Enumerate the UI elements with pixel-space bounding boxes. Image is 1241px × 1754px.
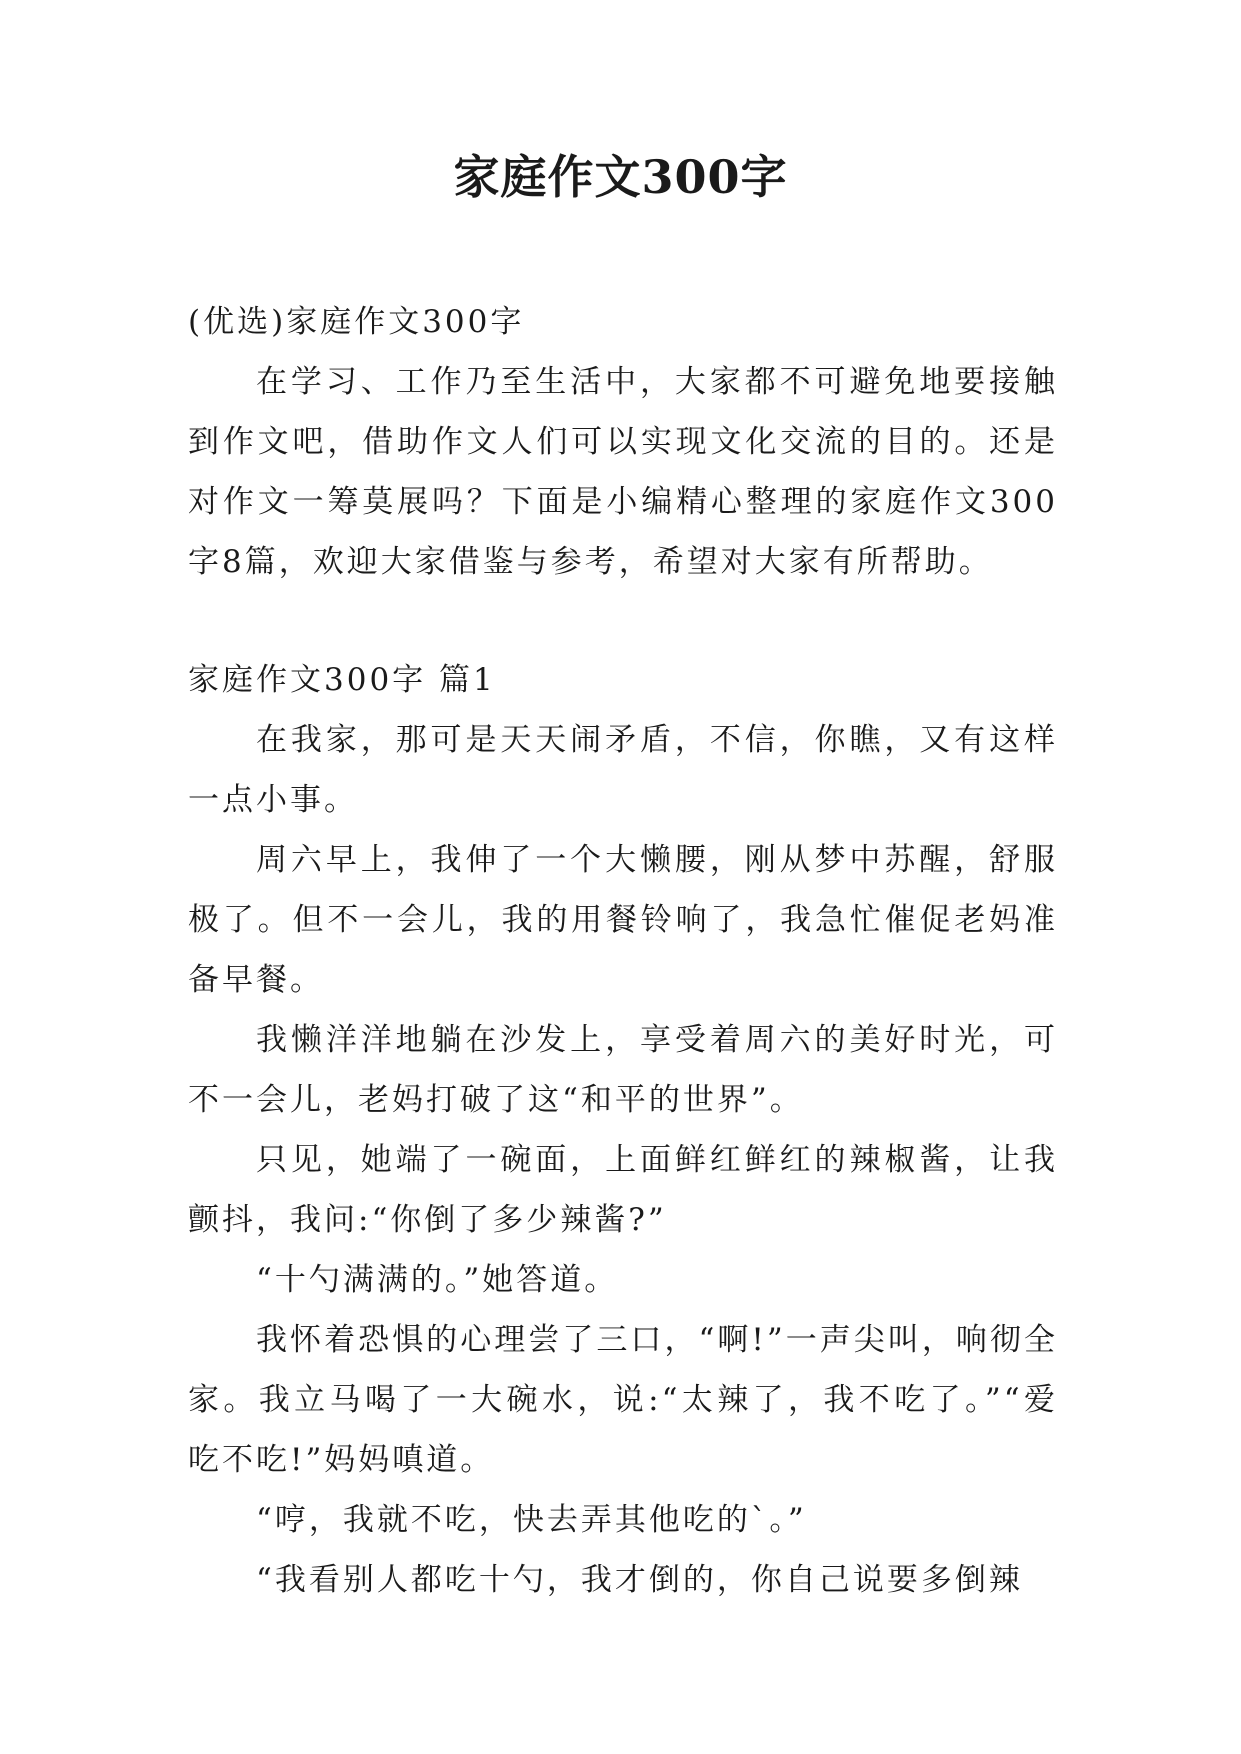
document-body — [188, 292, 1058, 1610]
document-subtitle: (优选)家庭作文300字 — [188, 304, 525, 340]
section-heading: 家庭作文300字 篇1 — [188, 662, 496, 698]
body-paragraph: 我懒洋洋地躺在沙发上，享受着周六的美好时光，可不一会儿，老妈打破了这“和平的世界”。 — [188, 1022, 1058, 1118]
body-paragraph: 我怀着恐惧的心理尝了三口，“啊!”一声尖叫，响彻全家。我立马喝了一大碗水，说:“太辣了，我不吃了。”“爱吃不吃!”妈妈嗔道。 — [188, 1322, 1058, 1478]
body-paragraph: “十勺满满的。”她答道。 — [256, 1262, 619, 1298]
body-paragraph: “我看别人都吃十勺，我才倒的，你自己说要多倒辣 — [256, 1562, 1023, 1598]
document-title: 家庭作文300字 — [453, 150, 788, 204]
body-paragraph: 在我家，那可是天天闹矛盾，不信，你瞧，又有这样一点小事。 — [188, 722, 1058, 818]
section-gap — [188, 592, 1058, 650]
body-paragraph: “哼，我就不吃，快去弄其他吃的`。” — [256, 1502, 807, 1538]
body-paragraph: 周六早上，我伸了一个大懒腰，刚从梦中苏醒，舒服极了。但不一会儿，我的用餐铃响了，我急忙催促老妈准备早餐。 — [188, 842, 1058, 998]
body-paragraph: 只见，她端了一碗面，上面鲜红鲜红的辣椒酱，让我颤抖，我问:“你倒了多少辣酱?” — [188, 1142, 1058, 1238]
intro-paragraph: 在学习、工作乃至生活中，大家都不可避免地要接触到作文吧，借助作文人们可以实现文化交流的目的。还是对作文一筹莫展吗？下面是小编精心整理的家庭作文300字8篇，欢迎大家借鉴与参考，希望对大家有所帮助。 — [188, 364, 1058, 580]
